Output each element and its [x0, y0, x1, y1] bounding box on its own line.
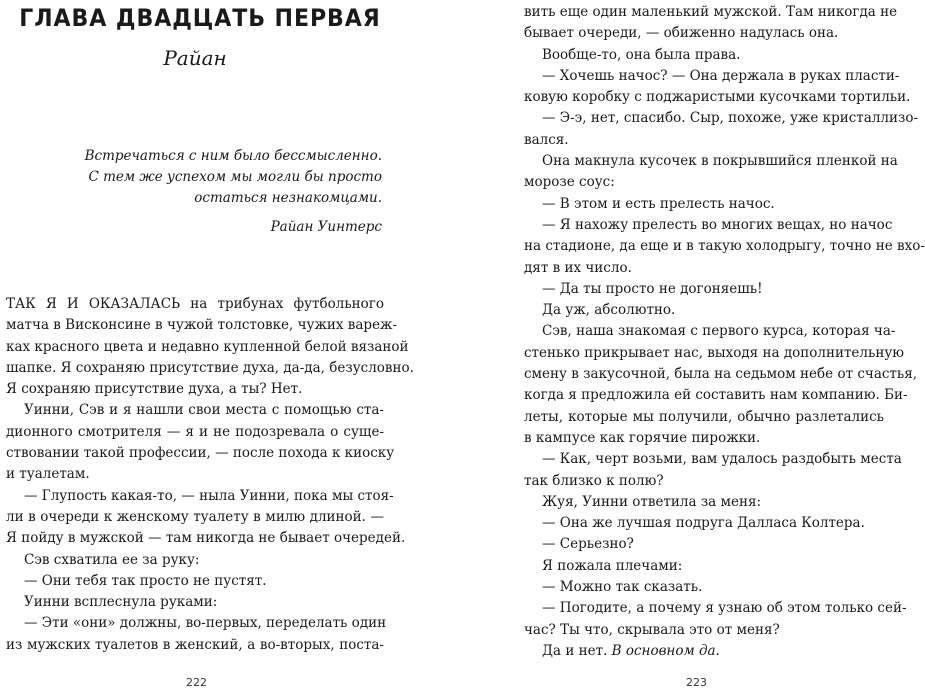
text-line: ли в очереди к женскому туалету в милю длиной. —: [6, 508, 384, 525]
text-line: матча в Висконсине в чужой толстовке, чужих вареж-: [6, 317, 398, 334]
text-line: ТАК Я И ОКАЗАЛАСЬ на трибунах футбольного: [6, 296, 384, 312]
text-line: — Как, черт возьми, вам удалось раздобыть места: [542, 451, 902, 468]
text-line: в кампусе как горячие пирожки.: [524, 429, 761, 446]
text-line: Сэв, наша знакомая с первого курса, которая ча-: [542, 323, 896, 340]
text-line: и туалетам.: [6, 466, 90, 483]
text-line: час? Ты что, скрывала это от меня?: [524, 621, 780, 638]
text-line: Жуя, Уинни ответила за меня:: [542, 493, 762, 510]
text-fragment: Да и нет.: [542, 642, 608, 659]
text-line: дионного смотрителя — я и не подозревала о суще-: [6, 423, 384, 440]
text-line: бывает очереди, — обиженно надулась она.: [524, 25, 839, 42]
text-line: стенько прикрывает нас, выходя на дополнительную: [524, 344, 905, 361]
right-body-text: [524, 2, 925, 662]
text-line: Вообще-то, она была права.: [542, 46, 741, 63]
text-line: Я сохраняю присутствие духа, а ты? Нет.: [6, 381, 303, 398]
text-line: из мужских туалетов в женский, а во-вторых, поста-: [6, 636, 384, 653]
text-line: когда я предложила ей составить нам компанию. Би-: [524, 387, 908, 404]
epigraph-line: Встречаться с ним было бессмысленно.: [84, 148, 382, 164]
text-line: — Глупость какая-то, — ныла Уинни, пока мы стоя-: [24, 487, 394, 504]
chapter-subtitle: Райан: [163, 46, 227, 70]
text-line: Уинни всплеснула руками:: [24, 594, 218, 611]
text-line: Да уж, абсолютно.: [542, 302, 676, 319]
text-line: — Я нахожу прелесть во многих вещах, но начос: [542, 216, 893, 233]
text-line: ковую коробку с поджаристыми кусочками тортильи.: [524, 89, 911, 106]
text-line: дят в их число.: [524, 259, 632, 276]
text-line: ках красного цвета и недавно купленной белой вязаной: [6, 338, 409, 355]
text-line: ствовании такой профессии, — после похода к киоску: [6, 445, 395, 462]
text-line: — Погодите, а почему я узнаю об этом только сей-: [542, 600, 907, 617]
text-line: морозе соус:: [524, 174, 615, 191]
text-line: — В этом и есть прелесть начос.: [542, 195, 775, 212]
text-line: — Можно так сказать.: [542, 579, 703, 596]
text-line: вить еще один маленький мужской. Там никогда не: [524, 4, 898, 20]
right-page: [444, 0, 925, 694]
epigraph: [52, 146, 382, 238]
text-line: Уинни, Сэв и я нашли свои места с помощью ста-: [24, 402, 384, 419]
text-line: — Эти «они» должны, во-первых, переделать один: [24, 615, 387, 632]
text-line: Я пойду в мужской — там никогда не бывает очередей.: [6, 530, 406, 547]
chapter-title: ГЛАВА ДВАДЦАТЬ ПЕРВАЯ: [19, 4, 381, 32]
text-line: — Серьезно?: [542, 536, 634, 553]
text-line: смену в закусочной, была на седьмом небе от счастья,: [524, 366, 918, 383]
epigraph-author: Райан Уинтерс: [270, 219, 382, 235]
text-line: леты, которые мы получили, обычно разлетались: [524, 408, 884, 425]
page-number-right: 223: [686, 676, 707, 689]
text-line: — Хочешь начос? — Она держала в руках пласти-: [542, 67, 900, 84]
text-line: шапке. Я сохраняю присутствие духа, да-да, безусловно.: [6, 359, 414, 376]
text-line: вался.: [524, 131, 569, 148]
text-line: Я пожала плечами:: [542, 557, 683, 574]
text-line: — Да ты просто не догоняешь!: [542, 280, 763, 297]
italic-phrase: В основном да.: [611, 642, 720, 659]
text-line: — Они тебя так просто не пустят.: [24, 572, 267, 589]
text-line: [524, 641, 884, 662]
text-line: — Э-э, нет, спасибо. Сыр, похоже, уже кристаллизо-: [542, 110, 919, 127]
text-line: так близко к полю?: [524, 472, 664, 489]
left-page: [0, 0, 444, 694]
epigraph-line: остаться незнакомцами.: [194, 190, 382, 206]
text-line: Сэв схватила ее за руку:: [24, 551, 200, 568]
epigraph-line: С тем же успехом мы могли бы просто: [88, 169, 382, 185]
left-body-text: [6, 294, 414, 656]
text-line: Она макнула кусочек в покрывшийся пленкой на: [542, 153, 898, 170]
text-line: — Она же лучшая подруга Далласа Колтера.: [542, 515, 865, 532]
text-line: на стадионе, да еще и в такую холодрыгу, точно не вхо-: [524, 238, 925, 255]
page-number-left: 222: [186, 676, 207, 689]
